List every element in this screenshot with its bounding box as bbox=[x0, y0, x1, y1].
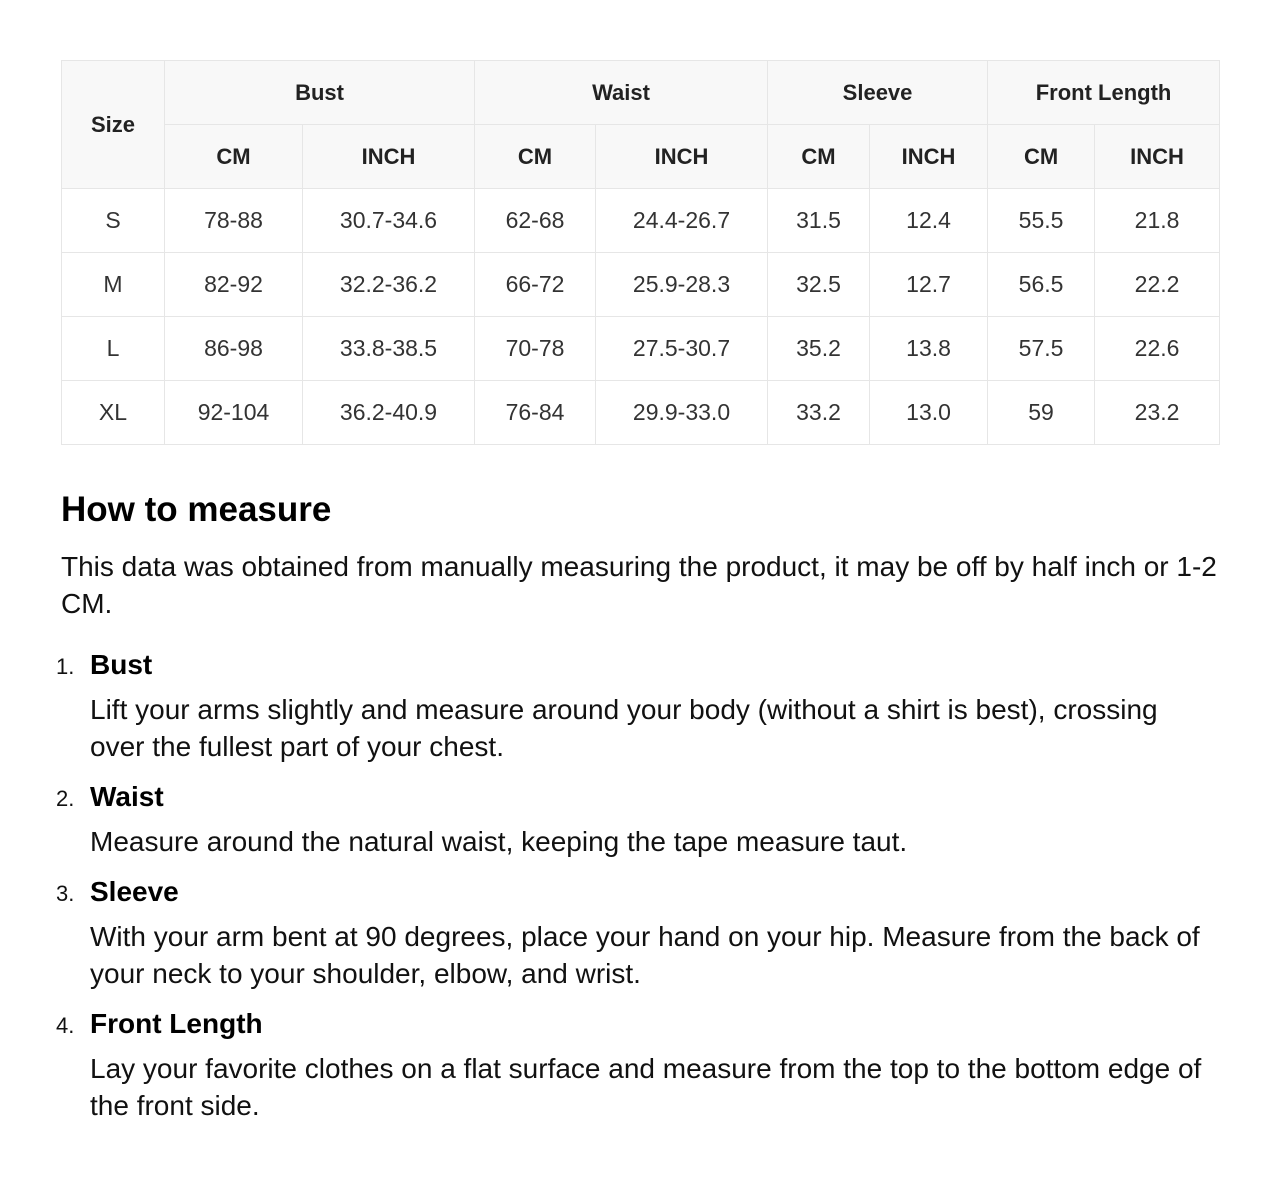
table-cell: 56.5 bbox=[988, 253, 1095, 317]
group-header-bust: Bust bbox=[165, 61, 475, 125]
unit-header: CM bbox=[165, 125, 303, 189]
table-cell: 30.7-34.6 bbox=[303, 189, 475, 253]
how-to-measure-title: How to measure bbox=[61, 490, 332, 529]
step-description: Lay your favorite clothes on a flat surface and measure from the top to the bottom edge of the front side. bbox=[90, 1053, 1202, 1121]
size-header: Size bbox=[62, 61, 165, 189]
table-cell: 62-68 bbox=[475, 189, 596, 253]
header-group-row bbox=[62, 61, 1220, 125]
step-description: Lift your arms slightly and measure around your body (without a shirt is best), crossing over the fullest part of your chest. bbox=[90, 694, 1158, 762]
size-cell: S bbox=[62, 189, 165, 253]
table-row bbox=[62, 189, 1220, 253]
step-description: With your arm bent at 90 degrees, place your hand on your hip. Measure from the back of your neck to your shoulder, elbow, and wrist. bbox=[90, 921, 1200, 989]
table-cell: 82-92 bbox=[165, 253, 303, 317]
size-cell: XL bbox=[62, 381, 165, 445]
table-cell: 78-88 bbox=[165, 189, 303, 253]
table-cell: 13.0 bbox=[870, 381, 988, 445]
header-unit-row bbox=[62, 125, 1220, 189]
unit-header: INCH bbox=[303, 125, 475, 189]
size-cell: M bbox=[62, 253, 165, 317]
unit-header: CM bbox=[988, 125, 1095, 189]
unit-header: INCH bbox=[1095, 125, 1220, 189]
table-cell: 24.4-26.7 bbox=[596, 189, 768, 253]
size-cell: L bbox=[62, 317, 165, 381]
table-cell: 57.5 bbox=[988, 317, 1095, 381]
table-cell: 35.2 bbox=[768, 317, 870, 381]
table-cell: 31.5 bbox=[768, 189, 870, 253]
table-cell: 32.2-36.2 bbox=[303, 253, 475, 317]
table-cell: 22.2 bbox=[1095, 253, 1220, 317]
table-cell: 12.4 bbox=[870, 189, 988, 253]
step-title: Bust bbox=[90, 649, 153, 680]
unit-header: INCH bbox=[596, 125, 768, 189]
table-cell: 13.8 bbox=[870, 317, 988, 381]
list-item bbox=[0, 776, 1220, 860]
table-cell: 27.5-30.7 bbox=[596, 317, 768, 381]
measure-steps-list bbox=[0, 644, 1220, 1135]
table-cell: 55.5 bbox=[988, 189, 1095, 253]
step-number: 1. bbox=[56, 654, 75, 679]
step-number: 3. bbox=[56, 881, 75, 906]
group-header-waist: Waist bbox=[475, 61, 768, 125]
table-cell: 70-78 bbox=[475, 317, 596, 381]
list-item bbox=[0, 644, 1220, 765]
table-cell: 33.8-38.5 bbox=[303, 317, 475, 381]
unit-header: CM bbox=[475, 125, 596, 189]
table-cell: 21.8 bbox=[1095, 189, 1220, 253]
table-row bbox=[62, 317, 1220, 381]
table-cell: 33.2 bbox=[768, 381, 870, 445]
step-title: Waist bbox=[90, 781, 164, 812]
unit-header: INCH bbox=[870, 125, 988, 189]
table-cell: 25.9-28.3 bbox=[596, 253, 768, 317]
size-chart-container bbox=[61, 60, 1219, 445]
table-cell: 76-84 bbox=[475, 381, 596, 445]
step-title: Sleeve bbox=[90, 876, 179, 907]
table-cell: 92-104 bbox=[165, 381, 303, 445]
table-cell: 29.9-33.0 bbox=[596, 381, 768, 445]
table-cell: 12.7 bbox=[870, 253, 988, 317]
step-number: 4. bbox=[56, 1013, 75, 1038]
list-item bbox=[0, 1003, 1220, 1124]
measure-intro-text: This data was obtained from manually measuring the product, it may be off by half inch or 1-2 CM. bbox=[61, 551, 1217, 619]
table-row bbox=[62, 381, 1220, 445]
group-header-sleeve: Sleeve bbox=[768, 61, 988, 125]
table-row bbox=[62, 253, 1220, 317]
step-title: Front Length bbox=[90, 1008, 263, 1039]
list-item bbox=[0, 871, 1220, 992]
table-cell: 86-98 bbox=[165, 317, 303, 381]
table-cell: 66-72 bbox=[475, 253, 596, 317]
unit-header: CM bbox=[768, 125, 870, 189]
table-cell: 23.2 bbox=[1095, 381, 1220, 445]
table-cell: 59 bbox=[988, 381, 1095, 445]
table-cell: 32.5 bbox=[768, 253, 870, 317]
step-number: 2. bbox=[56, 786, 75, 811]
size-chart-table bbox=[61, 60, 1220, 445]
table-cell: 22.6 bbox=[1095, 317, 1220, 381]
group-header-front-length: Front Length bbox=[988, 61, 1220, 125]
table-cell: 36.2-40.9 bbox=[303, 381, 475, 445]
step-description: Measure around the natural waist, keeping the tape measure taut. bbox=[90, 826, 908, 857]
